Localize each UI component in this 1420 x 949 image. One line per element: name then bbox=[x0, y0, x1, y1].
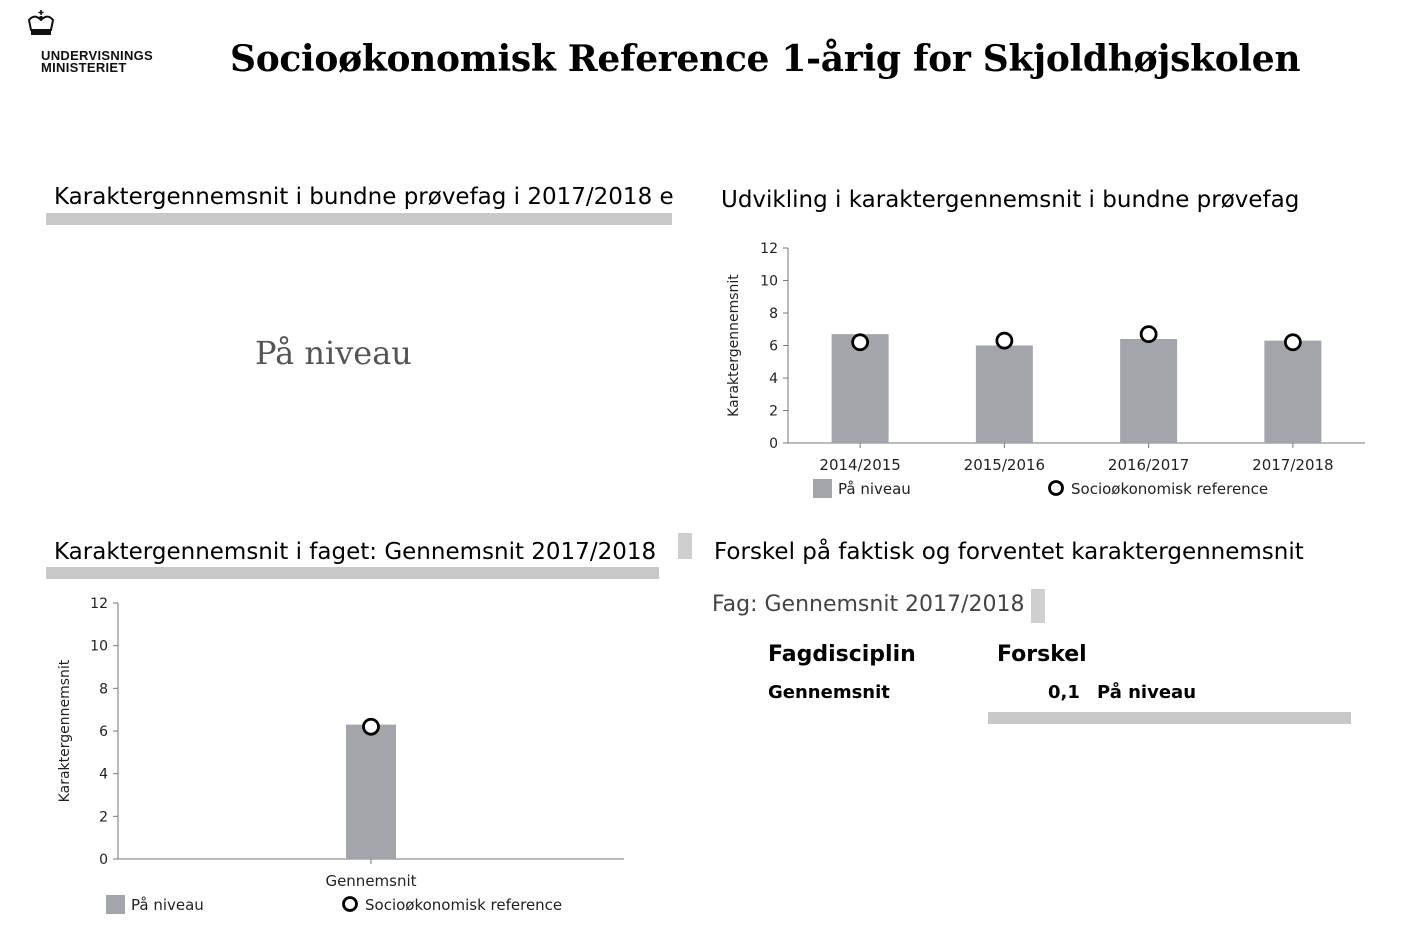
ministry-logo bbox=[20, 8, 180, 78]
reference-marker bbox=[364, 719, 379, 734]
bar bbox=[346, 725, 396, 859]
table-header-difference: Forskel bbox=[997, 642, 1087, 667]
diff-panel-title: Forskel på faktisk og forventet karaktergennemsnit bbox=[714, 539, 1304, 565]
y-tick-label: 8 bbox=[769, 306, 778, 322]
subject-panel-divider bbox=[46, 567, 659, 579]
y-tick-label: 4 bbox=[99, 766, 108, 783]
legend-label-bar: På niveau bbox=[131, 896, 204, 914]
x-tick-label: Gennemsnit bbox=[325, 872, 417, 890]
legend-label-reference: Socioøkonomisk reference bbox=[1071, 480, 1269, 498]
legend-marker-reference bbox=[1050, 482, 1063, 495]
y-axis-label: Karaktergennemsnit bbox=[726, 274, 742, 417]
bar bbox=[1120, 339, 1177, 443]
x-tick-label: 2017/2018 bbox=[1252, 456, 1334, 474]
y-tick-label: 0 bbox=[99, 852, 108, 868]
y-tick-label: 2 bbox=[99, 809, 108, 826]
legend-marker-reference bbox=[344, 898, 357, 911]
y-tick-label: 12 bbox=[760, 241, 778, 257]
status-panel-divider bbox=[46, 213, 672, 225]
subject-panel-title: Karaktergennemsnit i faget: Gennemsnit 2017/2018 bbox=[54, 539, 657, 565]
reference-marker bbox=[997, 333, 1012, 348]
table-header-discipline: Fagdisciplin bbox=[768, 642, 916, 667]
status-panel-title: Karaktergennemsnit i bundne prøvefag i 2017/2018 e bbox=[54, 184, 674, 210]
legend-label-reference: Socioøkonomisk reference bbox=[365, 896, 563, 914]
legend-label-bar: På niveau bbox=[838, 480, 911, 498]
trend-chart bbox=[710, 230, 1400, 515]
legend-swatch-bar bbox=[106, 895, 125, 914]
table-cell-discipline: Gennemsnit bbox=[768, 682, 890, 703]
diff-table-divider bbox=[988, 712, 1351, 724]
y-tick-label: 2 bbox=[769, 403, 778, 420]
table-cell-difference: 0,1 bbox=[1048, 682, 1080, 703]
y-tick-label: 12 bbox=[90, 596, 108, 612]
x-tick-label: 2014/2015 bbox=[819, 456, 901, 474]
table-cell-status: På niveau bbox=[1097, 682, 1197, 703]
x-tick-label: 2016/2017 bbox=[1107, 456, 1190, 474]
legend-swatch-bar bbox=[813, 479, 832, 498]
logo-text-line1: UNDERVISNINGS bbox=[41, 48, 154, 63]
subtitle-overflow-marker bbox=[1031, 589, 1045, 623]
reference-marker bbox=[853, 335, 868, 350]
title-overflow-marker bbox=[678, 533, 692, 559]
status-text: På niveau bbox=[255, 334, 412, 372]
reference-marker bbox=[1141, 327, 1156, 342]
reference-marker bbox=[1285, 335, 1300, 350]
y-tick-label: 6 bbox=[99, 724, 108, 740]
y-tick-label: 0 bbox=[769, 436, 778, 452]
y-tick-label: 4 bbox=[769, 371, 778, 387]
logo-text-line2: MINISTERIET bbox=[41, 60, 127, 75]
bar bbox=[976, 346, 1033, 444]
subject-chart bbox=[40, 585, 680, 925]
y-axis-label: Karaktergennemsnit bbox=[57, 659, 73, 803]
page-title: Socioøkonomisk Reference 1-årig for Skjoldhøjskolen bbox=[230, 38, 1301, 80]
y-tick-label: 10 bbox=[760, 273, 778, 290]
y-tick-label: 6 bbox=[769, 338, 778, 355]
x-tick-label: 2015/2016 bbox=[963, 456, 1046, 474]
y-tick-label: 10 bbox=[90, 638, 108, 655]
trend-panel-title: Udvikling i karaktergennemsnit i bundne prøvefag bbox=[721, 187, 1300, 213]
diff-panel-subtitle: Fag: Gennemsnit 2017/2018 bbox=[712, 592, 1025, 617]
crown-icon bbox=[24, 8, 58, 40]
bar bbox=[1264, 341, 1321, 443]
y-tick-label: 8 bbox=[99, 681, 108, 698]
